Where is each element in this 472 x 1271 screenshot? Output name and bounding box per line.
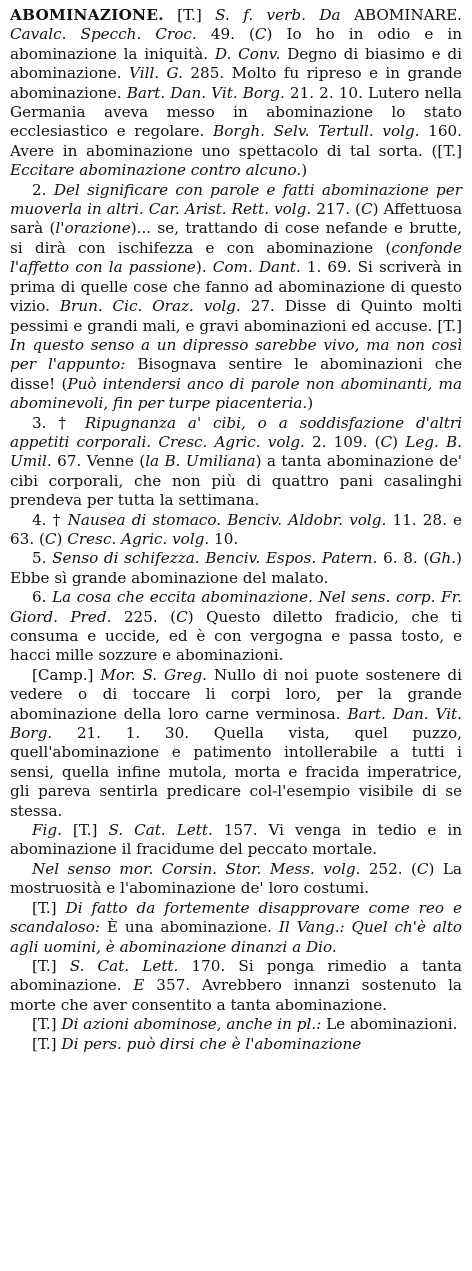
italic-text: Nausea di stomaco. Benciv. Aldobr. volg. [67,510,387,529]
italic-text: Quel ch'è alto agli uomini, è abominazione dinanzi a Dio. [10,918,463,956]
text-run: [T.] [32,1015,62,1034]
headword: ABOMINAZIONE. [10,6,164,24]
italic-text: C [44,529,57,548]
text-run: [T.] [163,6,216,24]
italic-text: Fig. [32,821,62,840]
text-run: 27. Disse di Quinto molti pessimi e grandi mali, e gravi abominazioni ed accuse. [T.] [10,297,462,335]
italic-text: Borgh. Selv. Tertull. volg. [213,122,420,141]
text-run: 157. Vi venga in tedio e in abominazione il fracidume del peccato mortale. [10,821,462,859]
italic-text: Leg. B. Umil. [10,432,462,471]
italic-text: La cosa che eccita abominazione. Nel sens. corp. Fr. Giord. Pred. [10,588,462,626]
text-run: 357. Avrebbero innanzi sostenuto la morte che aver consentito a tanta abominazione. [10,976,462,1014]
sense-paragraph [10,1015,462,1034]
text-run: ) Ebbe sì grande abominazione del malato. [10,549,462,587]
text-run: 160. Avere in abominazione uno spettacolo di tal sorta. ([T.] [10,122,462,160]
text-run: ) [301,161,308,180]
text-run: 6. 8. ( [377,549,430,568]
text-run: ) [392,432,406,451]
text-run: ) [56,529,68,548]
sense-paragraph [10,821,462,860]
text-run: 1. 69. Si scriverà in prima di quelle cose che fanno ad abominazione di questo vizio. [10,258,462,316]
text-run [345,918,352,936]
italic-text: C [176,607,188,626]
italic-text: C [254,25,267,44]
text-run: 5. [32,549,53,568]
text-run: Nullo di noi puote sostenere di vedere o di toccare li corpi loro, per la grande abominazione della loro carne verminosa. [10,665,462,723]
italic-text: Senso di schifezza. Benciv. Espos. Patern. [52,549,378,568]
text-run: [Camp.] [32,665,101,684]
text-run: 11. 28. e 63. ( [10,510,462,548]
italic-text: Del significare con parole e fatti abominazione per muoverla in altri. Car. Arist. Rett. volg. [10,180,462,219]
text-run: [T.] [32,898,66,917]
sense-paragraph [10,414,462,511]
sense-paragraph [10,1035,462,1054]
italic-text: S. Cat. Lett. [108,821,213,840]
italic-text: Il Vang.: [278,918,345,937]
text-run: )... se, trattando di cose nefande e brutte, si dirà con ischifezza e con abominazione ( [10,219,463,257]
italic-text: Di fatto da fortemente disapprovare come reo e scandaloso: [10,898,462,937]
italic-text: Ripugnanza a' cibi, o a soddisfazione d'altri appetiti corporali. Cresc. Agric. volg. [10,413,462,451]
text-run: 49. ( [196,25,255,44]
italic-text: Bart. Dan. Vit. Borg. [126,83,285,102]
entry-definition [10,6,462,181]
italic-text: Com. Dant. [212,258,301,277]
text-run: 67. Venne ( [51,452,146,471]
text-run: ). [195,258,213,277]
text-run: ) Questo diletto fradicio, che ti consuma e uccide, ed è con vergogna e passa tosto, e hacci mille sozzure e abominazioni. [10,607,463,665]
text-run: 2. 109. ( [304,432,381,451]
italic-text: l'orazione [55,219,131,238]
italic-text: S. f. verb. Da [215,6,341,24]
italic-text: D. Conv. [214,44,281,63]
text-run: 6. [32,588,53,607]
text-run: 21. 2. 10. Lutero nella Germania aveva messo in abominazione lo stato ecclesiastico e regolare. [10,83,462,141]
text-run: 252. ( [360,859,417,878]
italic-text: In questo senso a un dipresso sarebbe vivo, ma non così per l'appunto: [10,335,462,374]
sense-paragraph [10,549,462,588]
text-run: ) La mostruosità e l'abominazione de' loro costumi. [10,859,462,898]
sense-paragraph [10,860,462,899]
text-run: 3. † [32,413,85,432]
italic-text: E [133,976,145,995]
text-run: Degno di biasimo e di abominazione. [10,44,462,83]
italic-text: confonde l'affetto con la passione [10,238,462,277]
sense-paragraph [10,899,462,957]
text-run: 2. [32,180,54,199]
italic-text: Nel senso mor. Corsin. Stor. Mess. volg. [32,859,361,878]
italic-text: Di pers. può dirsi che è l'abominazione [61,1034,362,1053]
text-run: Le abominazioni. [321,1015,458,1034]
italic-text: Brun. Cic. Oraz. volg. [59,297,241,316]
sense-paragraph [10,957,462,1015]
text-run: È una abominazione. [99,918,279,937]
italic-text: Eccitare abominazione contro alcuno. [10,161,302,180]
italic-text: Di azioni abominose, anche in pl.: [61,1015,322,1034]
text-run: 170. Si ponga rimedio a tanta abominazione. [10,956,462,995]
italic-text: C [380,432,393,451]
italic-text: Gh. [429,549,457,568]
text-run: 285. Molto fu ripreso e in grande abominazione. [10,64,462,102]
text-run: [T.] [32,956,70,975]
text-run: 10. [209,529,239,548]
text-run: Bisognava sentire le abominazioni che disse! ( [10,355,462,393]
text-run: 217. ( [311,200,361,219]
text-run: 21. 1. 30. Quella vista, quel puzzo, quell'abominazione e patimento intollerabile a tutti i sensi, quella infine mutola, morta e fracida imperatrice, gli pareva sentirla predicare col-l'esempio visibile di se stessa. [10,724,462,820]
sense-paragraph [10,666,462,821]
italic-text: Vill. G. [129,64,183,83]
text-run: ) Affettuosa sarà ( [10,200,463,238]
text-run: 4. † [32,510,68,529]
italic-text: Può intendersi anco di parole non abominanti, ma abominevoli, fin per turpe piacenteria. [10,374,462,413]
italic-text: Cresc. Agric. volg. [67,529,210,548]
text-run: 225. ( [111,607,177,626]
italic-text: la B. Umiliana [145,452,256,471]
italic-text: C [416,859,429,878]
text-run: ) [307,394,314,413]
text-run: ABOMINARE. [340,6,462,24]
text-run: [T.] [32,1034,62,1053]
italic-text: S. Cat. Lett. [69,956,179,975]
text-run: ) a tanta abominazione de' cibi corporali, che non più di quattro pani casalinghi prendeva per tutta la settimana. [10,452,462,510]
text-run: [T.] [61,821,109,840]
text-run: ) Io ho in odio e in abominazione la iniquità. [10,25,463,63]
sense-paragraph [10,588,462,666]
italic-text: Mor. S. Greg. [100,665,207,684]
sense-paragraph [10,181,462,414]
italic-text: Cavalc. Specch. Croc. [10,25,197,44]
sense-paragraph [10,511,462,550]
italic-text: C [360,200,373,219]
italic-text: Bart. Dan. Vit. Borg. [10,704,462,743]
